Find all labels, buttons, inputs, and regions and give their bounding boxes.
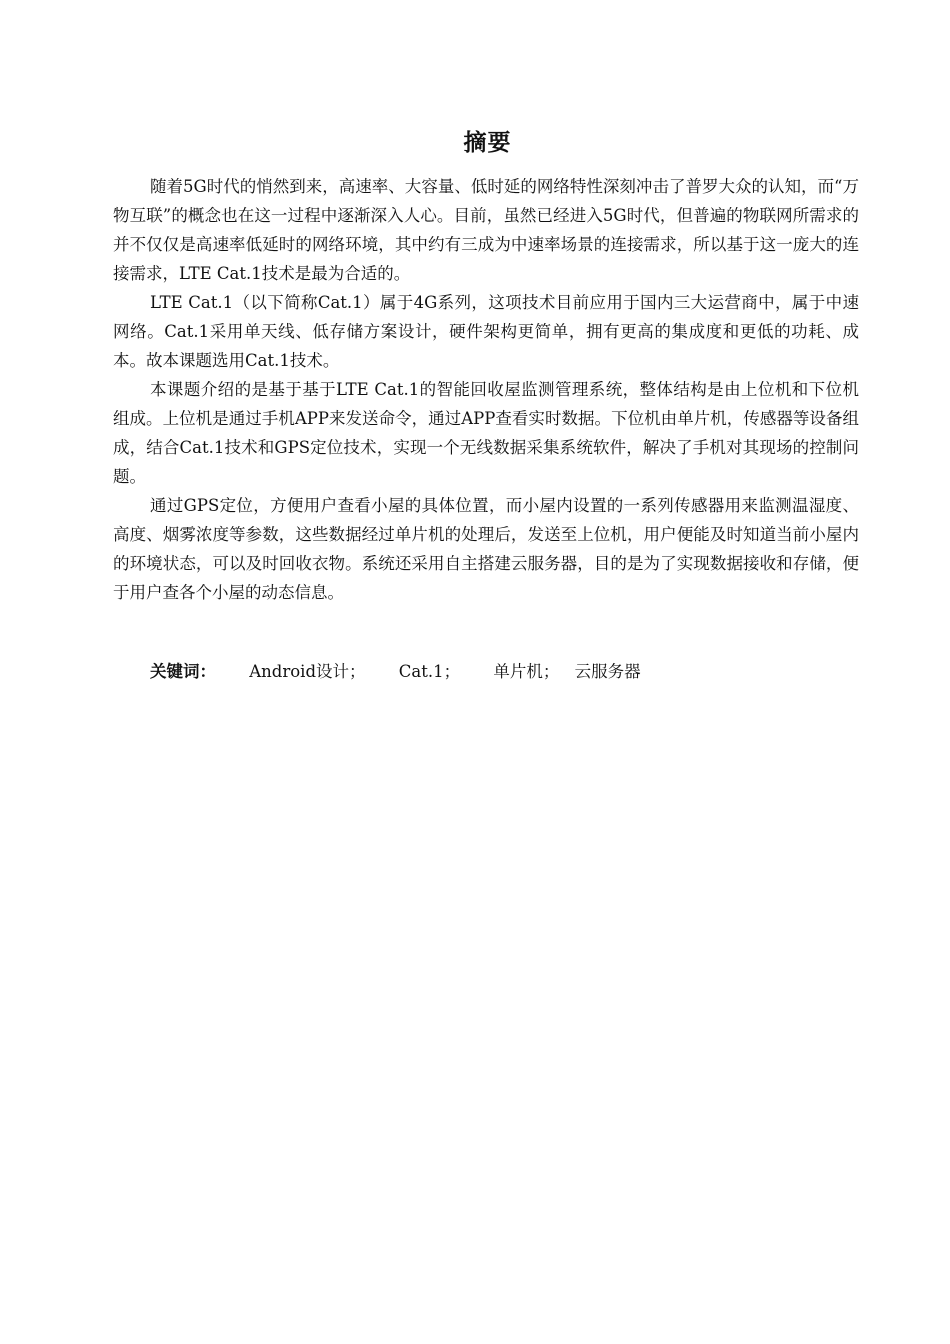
abstract-paragraph-1: 随着5G时代的悄然到来，高速率、大容量、低时延的网络特性深刻冲击了普罗大众的认知，而“万物互联”的概念也在这一过程中逐渐深入人心。目前，虽然已经进入5G时代，但普遍的物联网所需求的并不仅仅是高速率低延时的网络环境，其中约有三成为中速率场景的连接需求，所以基于这一庞大的连接需求，LTE Cat.1技术是最为合适的。 bbox=[113, 177, 859, 283]
abstract-paragraph-4: 通过GPS定位，方便用户查看小屋的具体位置，而小屋内设置的一系列传感器用来监测温湿度、高度、烟雾浓度等参数，这些数据经过单片机的处理后，发送至上位机，用户便能及时知道当前小屋内的环境状态，可以及时回收衣物。系统还采用自主搭建云服务器，目的是为了实现数据接收和存储，便于用户查各个小屋的动态信息。 bbox=[113, 496, 859, 602]
abstract-title: 摘要 bbox=[463, 130, 512, 156]
keyword-item: Cat.1； bbox=[398, 662, 461, 681]
abstract-body bbox=[113, 172, 859, 607]
keyword-item: 单片机； bbox=[493, 662, 560, 681]
abstract-paragraph-2: LTE Cat.1（以下简称Cat.1）属于4G系列，这项技术目前应用于国内三大运营商中，属于中速网络。Cat.1采用单天线、低存储方案设计，硬件架构更简单，拥有更高的集成度和更低的功耗、成本。故本课题选用Cat.1技术。 bbox=[113, 293, 859, 370]
abstract-paragraph-3: 本课题介绍的是基于基于LTE Cat.1的智能回收屋监测管理系统，整体结构是由上位机和下位机组成。上位机是通过手机APP来发送命令，通过APP查看实时数据。下位机由单片机，传感器等设备组成，结合Cat.1技术和GPS定位技术，实现一个无线数据采集系统软件，解决了手机对其现场的控制问题。 bbox=[113, 380, 859, 486]
keyword-item: 云服务器 bbox=[574, 662, 641, 681]
keywords-line bbox=[150, 657, 641, 686]
keywords-label: 关键词： bbox=[150, 662, 216, 681]
keyword-item: Android设计； bbox=[249, 662, 366, 681]
